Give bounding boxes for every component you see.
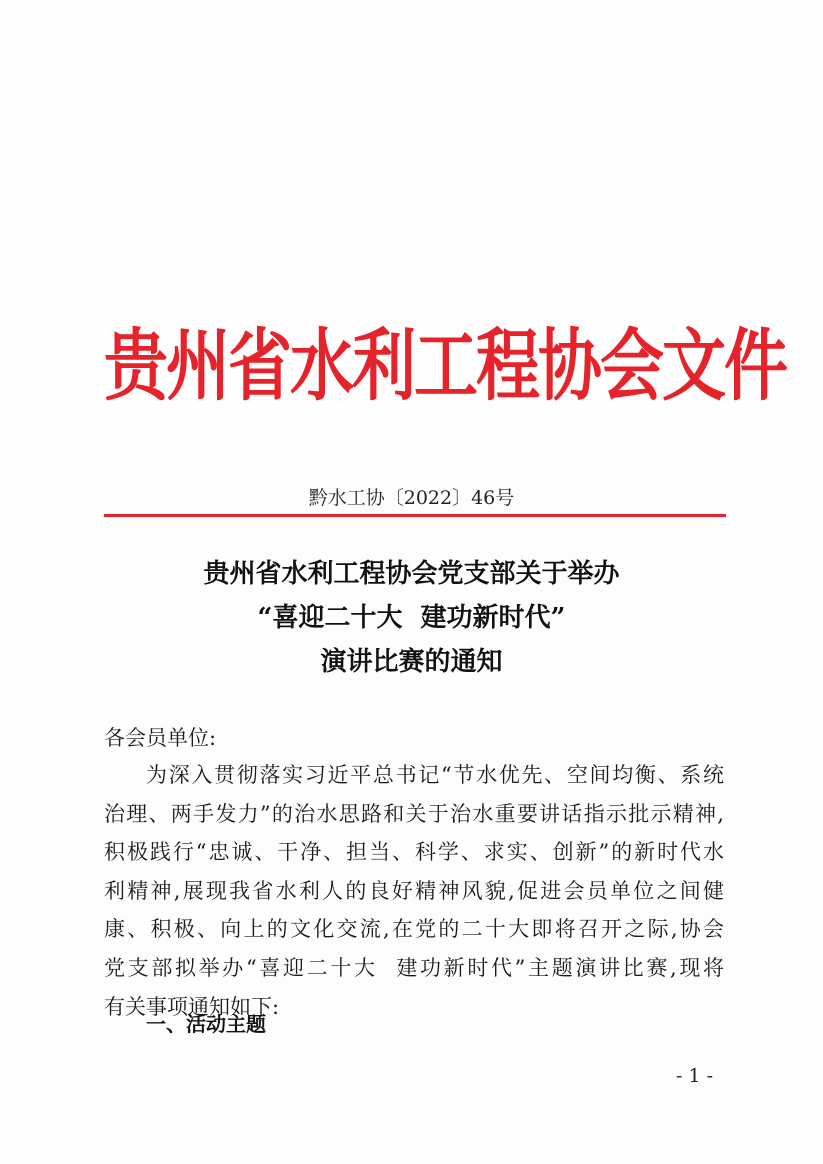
notice-title (0, 552, 823, 684)
section-heading: 一、活动主题 (146, 1012, 266, 1036)
body-line: 党支部拟举办“喜迎二十大 建功新时代”主题演讲比赛,现将 (104, 955, 724, 980)
notice-title-line-1: 贵州省水利工程协会党支部关于举办 (203, 559, 620, 589)
page-number: - 1 - (676, 1065, 714, 1087)
red-divider-line (104, 514, 726, 517)
notice-title-line-2: “喜迎二十大 建功新时代” (257, 603, 566, 633)
body-line: 利精神,展现我省水利人的良好精神风貌,促进会员单位之间健 (104, 878, 724, 903)
salutation: 各会员单位: (104, 726, 217, 750)
body-line: 为深入贯彻落实习近平总书记“节水优先、空间均衡、系统 (146, 763, 724, 787)
body-line: 积极践行“忠诚、干净、担当、科学、求实、创新”的新时代水 (104, 840, 724, 865)
body-line: 康、积极、向上的文化交流,在党的二十大即将召开之际,协会 (104, 917, 724, 942)
body-line: 治理、两手发力”的治水思路和关于治水重要讲话指示批示精神, (104, 801, 724, 826)
masthead-title: 贵州省水利工程协会文件 (104, 321, 786, 413)
document-number: 黔水工协〔2022〕46号 (308, 487, 515, 509)
body-paragraph (104, 756, 724, 1026)
body-line: 有关事项通知如下: (104, 994, 280, 1019)
notice-title-line-3: 演讲比赛的通知 (320, 647, 503, 677)
